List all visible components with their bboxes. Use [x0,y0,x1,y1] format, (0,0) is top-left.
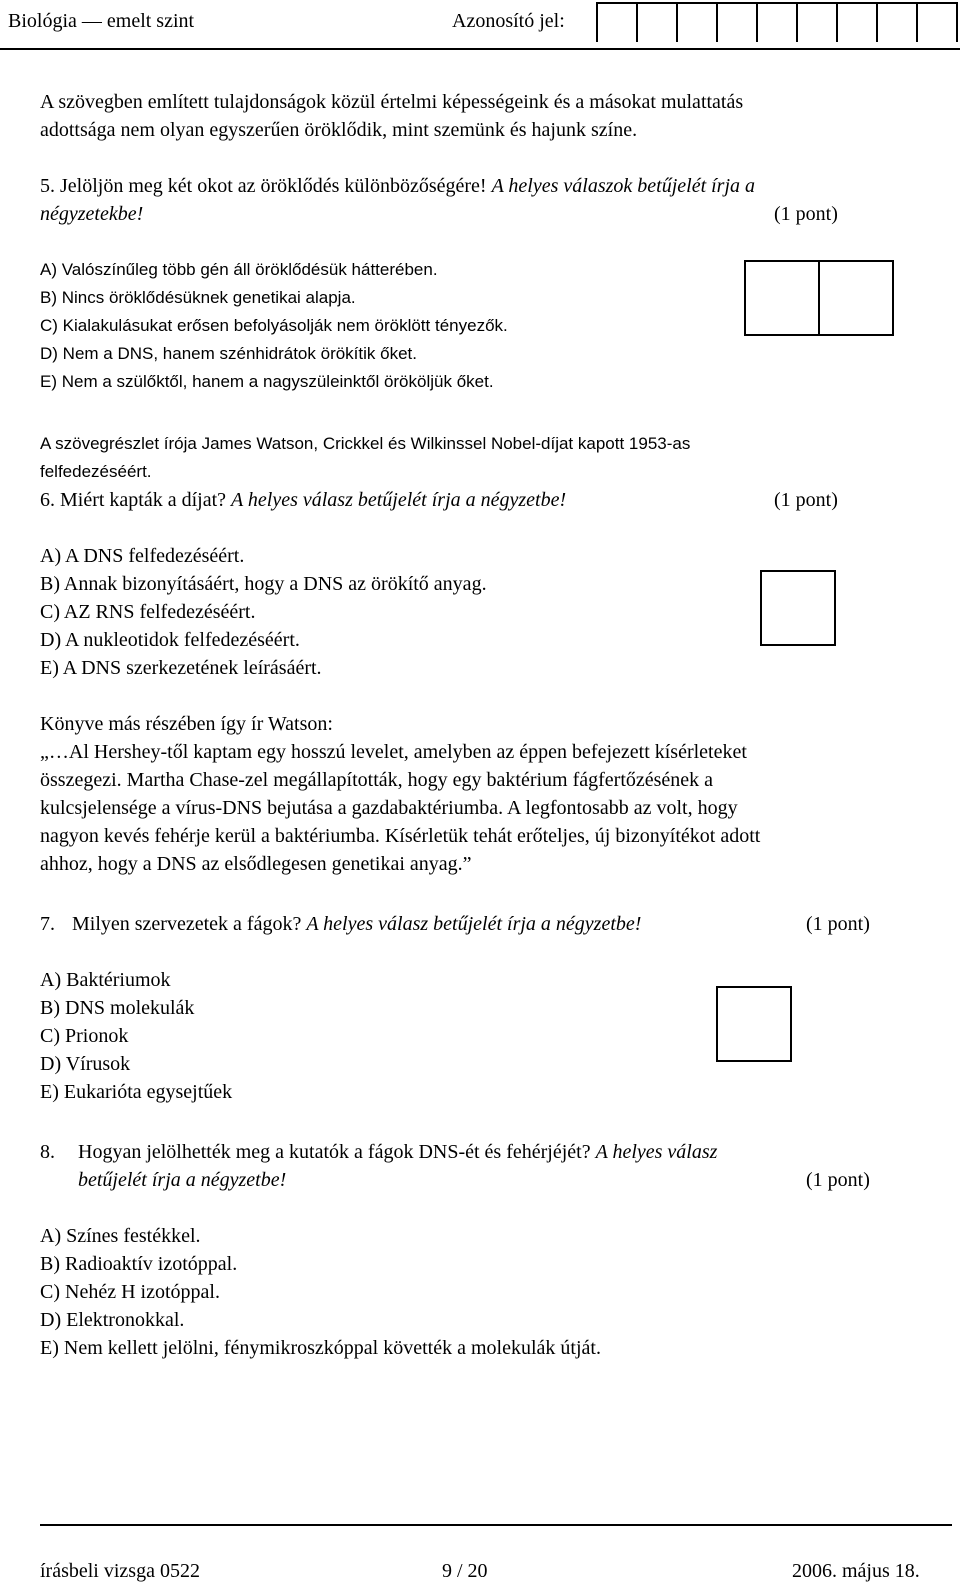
q7-question [72,910,641,938]
q6-instruction: A helyes válasz betűjelét írja a négyzetbe! [231,489,567,511]
q8-number: 8. [40,1141,55,1163]
header-subject: Biológia — emelt szint [8,10,195,32]
q5-answer-box-2[interactable] [818,260,894,336]
quote-line-5: ahhoz, hogy a DNS az elsődlegesen genetikai anyag.” [40,853,472,875]
q5-question [40,172,755,200]
quote-line-4: nagyon kevés fehérje kerül a baktériumba. Kísérletük tehát erőteljes, új bizonyítékot adott [40,825,761,847]
q7-number: 7. [40,913,55,935]
footer-exam-code: írásbeli vizsga 0522 [40,1560,200,1582]
q8-instruction-line2: betűjelét írja a négyzetbe! [78,1169,287,1191]
q8-instruction: A helyes válasz [595,1141,718,1163]
q6-option-e: E) A DNS szerkezetének leírásáért. [40,657,322,679]
q5-points: (1 pont) [774,203,838,225]
q5-option-d: D) Nem a DNS, hanem szénhidrátok örökítik őket. [40,344,417,363]
header-id-label: Azonosító jel: [452,10,565,32]
q6-answer-box[interactable] [760,570,836,646]
header-rule [0,48,960,50]
context6-line-2: felfedezéséért. [40,462,152,481]
context6-line-1: A szövegrészlet írója James Watson, Crickkel és Wilkinssel Nobel-díjat kapott 1953-as [40,434,691,453]
q6-points: (1 pont) [774,489,838,511]
q8-points: (1 pont) [806,1169,870,1191]
q5-text: 5. Jelöljön meg két okot az öröklődés különbözőségére! [40,175,492,197]
q8-option-e: E) Nem kellett jelölni, fénymikroszkóppal követték a molekulák útját. [40,1337,601,1359]
q6-option-c: C) AZ RNS felfedezéséért. [40,601,256,623]
footer-date: 2006. május 18. [792,1560,920,1582]
q8-text: Hogyan jelölhették meg a kutatók a fágok DNS-ét és fehérjéjét? [78,1141,596,1163]
q8-option-b: B) Radioaktív izotóppal. [40,1253,238,1275]
intro-line-1: A szövegben említett tulajdonságok közül értelmi képességeink és a másokat mulattatás [40,91,744,113]
q5-option-e: E) Nem a szülőktől, hanem a nagyszüleinktől örököljük őket. [40,372,494,391]
q5-option-a: A) Valószínűleg több gén áll öröklődésük hátterében. [40,260,438,279]
q5-option-c: C) Kialakulásukat erősen befolyásolják nem öröklött tényezők. [40,316,508,335]
q6-option-b: B) Annak bizonyításáért, hogy a DNS az örökítő anyag. [40,573,487,595]
q5-answer-box-1[interactable] [744,260,820,336]
quote-line-1: „…Al Hershey-től kaptam egy hosszú levelet, amelyben az éppen befejezett kísérleteket [40,741,747,763]
q7-option-d: D) Vírusok [40,1053,131,1075]
intro-line-2: adottsága nem olyan egyszerűen öröklődik, mint szemünk és hajunk színe. [40,119,638,141]
q8-question [78,1138,717,1166]
q5-instruction-line2: négyzetekbe! [40,203,144,225]
quote-line-3: kulcsjelensége a vírus-DNS bejutása a gazdabaktériumba. A legfontosabb az volt, hogy [40,797,738,819]
q6-option-a: A) A DNS felfedezéséért. [40,545,245,567]
q7-instruction: A helyes válasz betűjelét írja a négyzetbe! [306,913,642,935]
quote-intro: Könyve más részében így ír Watson: [40,713,333,735]
q7-answer-box[interactable] [716,986,792,1062]
q6-question [40,486,566,514]
footer-rule [40,1524,952,1526]
q7-option-b: B) DNS molekulák [40,997,195,1019]
q5-instruction: A helyes válaszok betűjelét írja a [491,175,756,197]
q7-points: (1 pont) [806,913,870,935]
q8-option-a: A) Színes festékkel. [40,1225,201,1247]
q7-option-e: E) Eukarióta egysejtűek [40,1081,233,1103]
q6-text: 6. Miért kapták a díjat? [40,489,232,511]
q6-option-d: D) A nukleotidok felfedezéséért. [40,629,300,651]
q5-option-b: B) Nincs öröklődésüknek genetikai alapja. [40,288,356,307]
q7-text: Milyen szervezetek a fágok? [72,913,307,935]
q8-option-d: D) Elektronokkal. [40,1309,185,1331]
quote-line-2: összegezi. Martha Chase-zel megállapították, hogy egy baktérium fágfertőzésének a [40,769,714,791]
q7-option-c: C) Prionok [40,1025,129,1047]
q8-option-c: C) Nehéz H izotóppal. [40,1281,220,1303]
footer-page-number: 9 / 20 [442,1560,488,1582]
q7-option-a: A) Baktériumok [40,969,171,991]
